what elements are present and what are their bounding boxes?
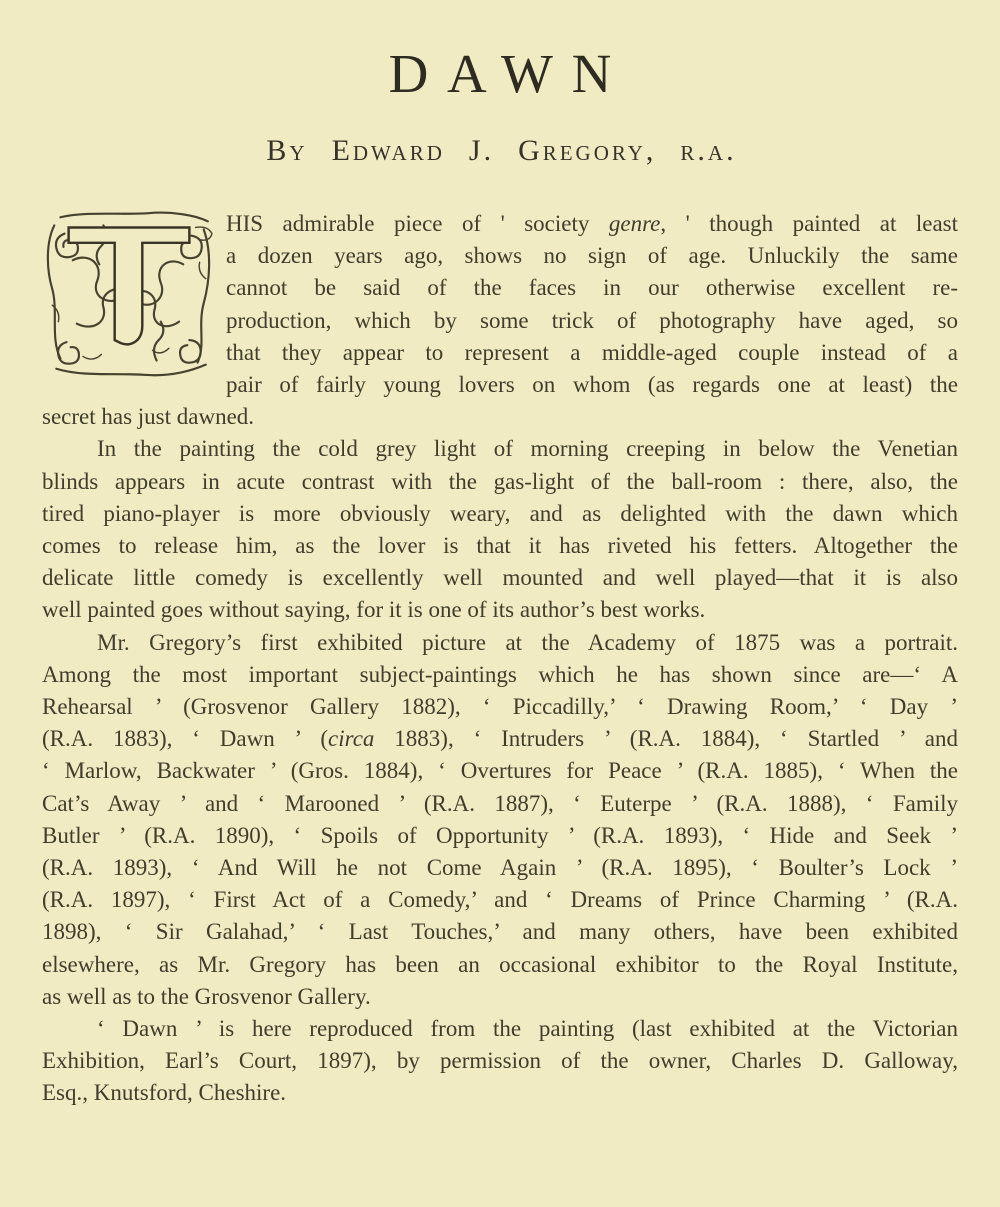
text-line: Butler ’ (R.A. 1890), ‘ Spoils of Opportunity ’ (R.A. 1893), ‘ Hide and Seek ’ (42, 822, 958, 848)
text-line: Esq., Knutsford, Cheshire. (42, 1080, 287, 1106)
text-line: 1898), ‘ Sir Galahad,’ ‘ Last Touches,’ and many others, have been exhibited (42, 919, 958, 945)
text-line: In the painting the cold grey light of morning creeping in below the Venetian (97, 436, 958, 462)
paragraph-2 (42, 433, 958, 626)
text-line: blinds appears in acute contrast with the gas-light of the ball-room : there, also, the (42, 468, 958, 494)
document-page (0, 43, 1000, 1207)
article-body (42, 208, 958, 1110)
text-line: (R.A. 1883), ‘ Dawn ’ (circa 1883), ‘ Intruders ’ (R.A. 1884), ‘ Startled ’ and (42, 726, 958, 752)
text-line: cannot be said of the faces in our otherwise excellent re- (226, 275, 958, 301)
text-line: as well as to the Grosvenor Gallery. (42, 983, 371, 1009)
text-line: Cat’s Away ’ and ‘ Marooned ’ (R.A. 1887), ‘ Euterpe ’ (R.A. 1888), ‘ Family (42, 790, 958, 816)
text-line: tired piano-player is more obviously weary, and as delighted with the dawn which (42, 500, 958, 526)
text-line: secret has just dawned. (42, 404, 255, 430)
text-line: Mr. Gregory’s first exhibited picture at the Academy of 1875 was a portrait. (97, 629, 958, 655)
byline: By Edward J. Gregory, r.a. (266, 134, 737, 167)
text-line: (R.A. 1893), ‘ And Will he not Come Again ’ (R.A. 1895), ‘ Boulter’s Lock ’ (42, 855, 958, 881)
text-line: elsewhere, as Mr. Gregory has been an occasional exhibitor to the Royal Institute, (42, 951, 958, 977)
paragraph-1 (42, 208, 958, 433)
text-line: that they appear to represent a middle-aged couple instead of a (226, 339, 958, 365)
text-line: Rehearsal ’ (Grosvenor Gallery 1882), ‘ Piccadilly,’ ‘ Drawing Room,’ ‘ Day ’ (42, 694, 958, 720)
paragraph-4 (42, 1013, 958, 1110)
text-line: a dozen years ago, shows no sign of age. Unluckily the same (226, 243, 958, 269)
text-line: delicate little comedy is excellently well mounted and well played—that it is also (42, 565, 958, 591)
text-line: ‘ Marlow, Backwater ’ (Gros. 1884), ‘ Overtures for Peace ’ (R.A. 1885), ‘ When the (42, 758, 958, 784)
paragraph-3 (42, 627, 958, 1013)
text-line: Exhibition, Earl’s Court, 1897), by permission of the owner, Charles D. Galloway, (42, 1048, 958, 1074)
ornamental-initial-icon (42, 206, 216, 382)
text-line: pair of fairly young lovers on whom (as regards one at least) the (226, 372, 958, 398)
text-line: (R.A. 1897), ‘ First Act of a Comedy,’ and ‘ Dreams of Prince Charming ’ (R.A. (42, 887, 958, 913)
text-line: comes to release him, as the lover is that it has riveted his fetters. Altogether the (42, 533, 958, 559)
text-line: production, which by some trick of photography have aged, so (226, 307, 958, 333)
text-line: well painted goes without saying, for it is one of its author’s best works. (42, 597, 706, 623)
page-title: DAWN (388, 43, 631, 104)
text-line: ‘ Dawn ’ is here reproduced from the painting (last exhibited at the Victorian (97, 1016, 958, 1042)
text-line: HIS admirable piece of ' society genre, ' though painted at least (226, 211, 958, 236)
text-line: Among the most important subject-paintings which he has shown since are—‘ A (42, 661, 958, 687)
